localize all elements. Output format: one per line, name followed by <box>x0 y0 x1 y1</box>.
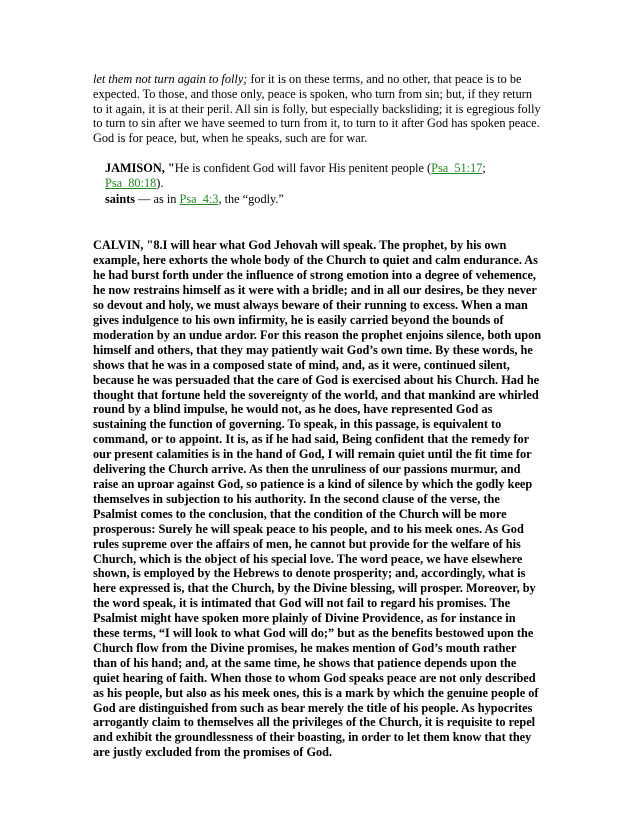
jamison-text: He is confident God will favor His penitent people ( <box>174 160 432 175</box>
jamison-paragraph <box>93 161 543 192</box>
ref-close: ). <box>156 176 164 191</box>
scripture-link-psa-4-3[interactable]: Psa_4:3 <box>179 191 219 206</box>
italic-lead: let them not turn again to folly; <box>93 72 248 86</box>
ref-separator: ; <box>482 160 486 175</box>
saints-end: , the “godly.” <box>218 191 284 206</box>
text-column <box>93 72 543 760</box>
scripture-link-psa-80-18[interactable]: Psa_80:18 <box>105 176 157 191</box>
paragraph-body: for it is on these terms, and no other, that peace is to be expected. To those, and those only, peace is spoken, who turn from sin; but, if they return to it again, it is at their peril. All sin is folly, but especially backsliding; it is egregious folly to turn to sin after we have seemed to turn from it, to turn to it after God has spoken peace. God is for peace, but, when he speaks, such are for war. <box>93 72 541 146</box>
calvin-paragraph: CALVIN, "8.I will hear what God Jehovah will speak. The prophet, by his own example, here exhorts the whole body of the Church to quiet and calm endurance. As he had burst forth under the influence of strong emotion into a degree of vehemence, he now restrains himself as it were with a bridle; and in all our desires, be they never so devout and holy, we must always beware of their running to excess. When a man gives indulgence to his own infirmity, he is easily carried beyond the bounds of moderation by an undue ardor. For this reason the prophet enjoins silence, both upon himself and others, that they may patiently wait God’s own time. By these words, he shows that he was in a composed state of mind, and, as it were, continued silent, because he was persuaded that the care of God is exercised about his Church. Had he thought that fortune held the sovereignty of the world, and that mankind are whirled round by a blind impulse, he would not, as he does, have represented God as sustaining the function of governing. To speak, in this passage, is equivalent to command, or to appoint. It is, as if he had said, Being confident that the remedy for our present calamities is in the hand of God, I will remain quiet until the fit time for delivering the Church arrive. As then the unruliness of our passions murmur, and raise an uproar against God, so patience is a kind of silence by which the godly keep themselves in subjection to his authority. In the second clause of the verse, the Psalmist comes to the conclusion, that the condition of the Church will be more prosperous: Surely he will speak peace to his people, and to his meek ones. As God rules supreme over the affairs of men, he cannot but provide for the welfare of his Church, which is the object of his special love. The word peace, we have elsewhere shown, is employed by the Hebrews to denote prosperity; and, accordingly, what is here expressed is, that the Church, by the Divine blessing, will prosper. Moreover, by the word speak, it is intimated that God will not fail to regard his promises. The Psalmist might have spoken more plainly of Divine Providence, as for instance in these terms, “I will look to what God will do;” but as the benefits bestowed upon the Church flow from the Divine promises, he makes mention of God’s mouth rather than of his hand; and, at the same time, he shows that patience depends upon the quiet hearing of faith. When those to whom God speaks peace are not only described as his people, but also as his meek ones, this is a mark by which the genuine people of God are distinguished from such as bear merely the title of his people. As hypocrites arrogantly claim to themselves all the privileges of the Church, it is requisite to repel and exhibit the groundlessness of their boasting, in order to let them know that they are justly excluded from the promises of God. <box>93 238 542 760</box>
saints-text: — as in <box>135 191 180 206</box>
saints-paragraph <box>93 192 543 208</box>
saints-label: saints <box>105 191 136 206</box>
henry-paragraph <box>93 72 543 146</box>
scripture-link-psa-51-17[interactable]: Psa_51:17 <box>431 160 483 175</box>
jamison-label: JAMISON, " <box>105 160 175 175</box>
